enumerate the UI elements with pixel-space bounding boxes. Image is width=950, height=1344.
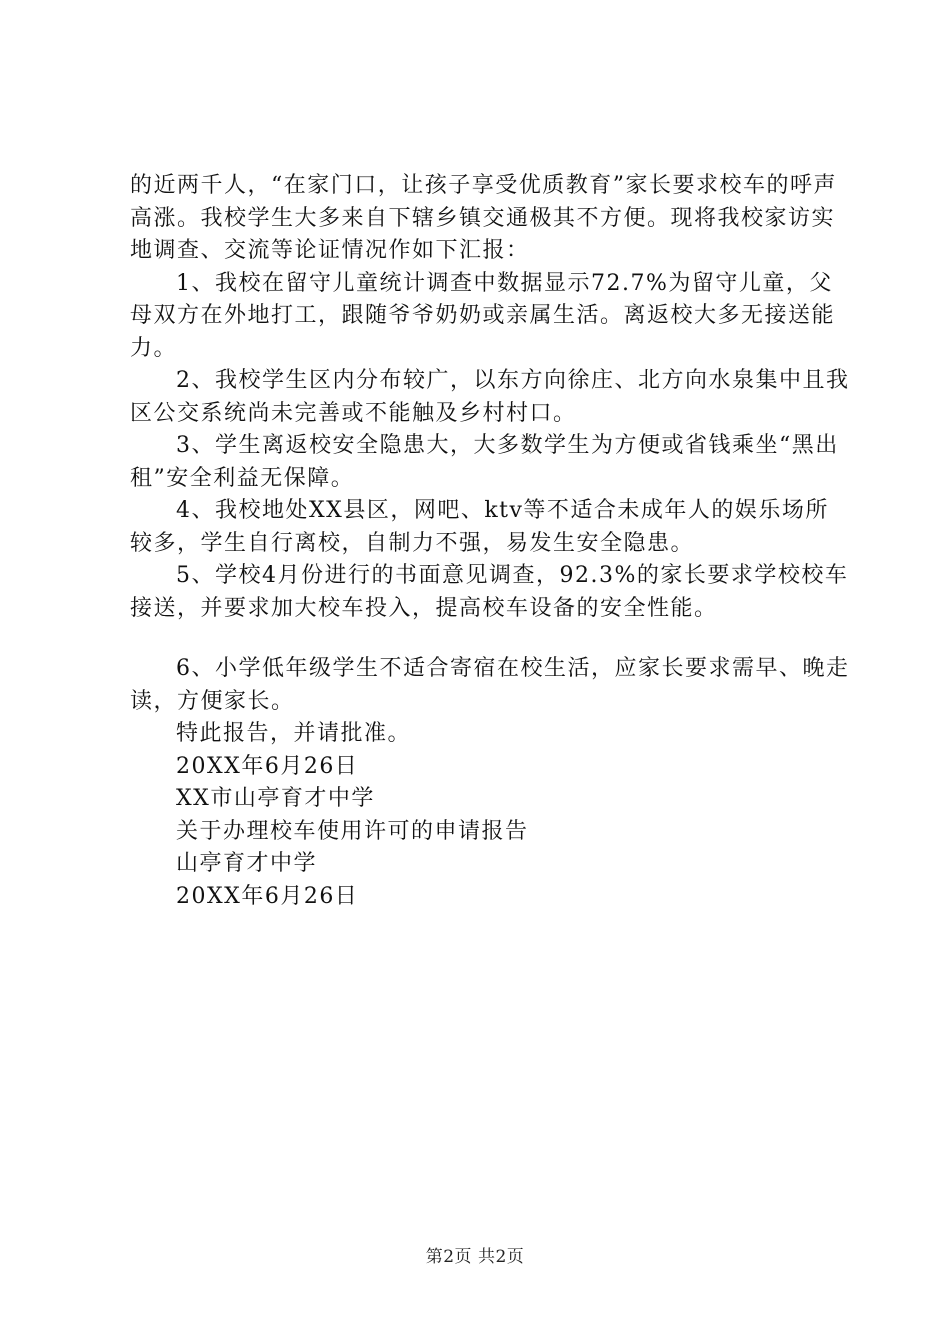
date-line-2: 20XX年6月26日 bbox=[176, 883, 359, 909]
point-3-paragraph: 3、学生离返校安全隐患大，大多数学生为方便或省钱乘坐“黑出租”安全利益无保障。 bbox=[130, 433, 839, 491]
report-title-line: 关于办理校车使用许可的申请报告 bbox=[176, 818, 529, 844]
date-line-1: 20XX年6月26日 bbox=[176, 753, 359, 779]
signatory-line-2: 山亭育才中学 bbox=[176, 851, 318, 876]
document-body bbox=[130, 170, 850, 913]
signatory-line-1: XX市山亭育才中学 bbox=[176, 786, 375, 811]
point-1-paragraph: 1、我校在留守儿童统计调查中数据显示72.7%为留守儿童，父母双方在外地打工，跟随爷爷奶奶或亲属生活。离返校大多无接送能力。 bbox=[130, 270, 836, 361]
closing-line: 特此报告，并请批准。 bbox=[176, 721, 412, 746]
page-footer: 第2页 共2页 bbox=[425, 1247, 525, 1267]
opening-paragraph: 的近两千人，“在家门口，让孩子享受优质教育”家长要求校车的呼声高涨。我校学生大多来自下辖乡镇交通极其不方便。现将我校家访实地调查、交流等论证情况作如下汇报： bbox=[130, 173, 837, 263]
point-6-paragraph: 6、小学低年级学生不适合寄宿在校生活，应家长要求需早、晚走读，方便家长。 bbox=[130, 656, 850, 714]
point-4-paragraph: 4、我校地处XX县区，网吧、ktv等不适合未成年人的娱乐场所较多，学生自行离校，自制力不强，易发生安全隐患。 bbox=[130, 498, 829, 556]
point-5-paragraph: 5、学校4月份进行的书面意见调查，92.3%的家长要求学校校车接送，并要求加大校车投入，提高校车设备的安全性能。 bbox=[130, 563, 849, 621]
point-2-paragraph: 2、我校学生区内分布较广，以东方向徐庄、北方向水泉集中且我区公交系统尚未完善或不能触及乡村村口。 bbox=[130, 368, 850, 426]
